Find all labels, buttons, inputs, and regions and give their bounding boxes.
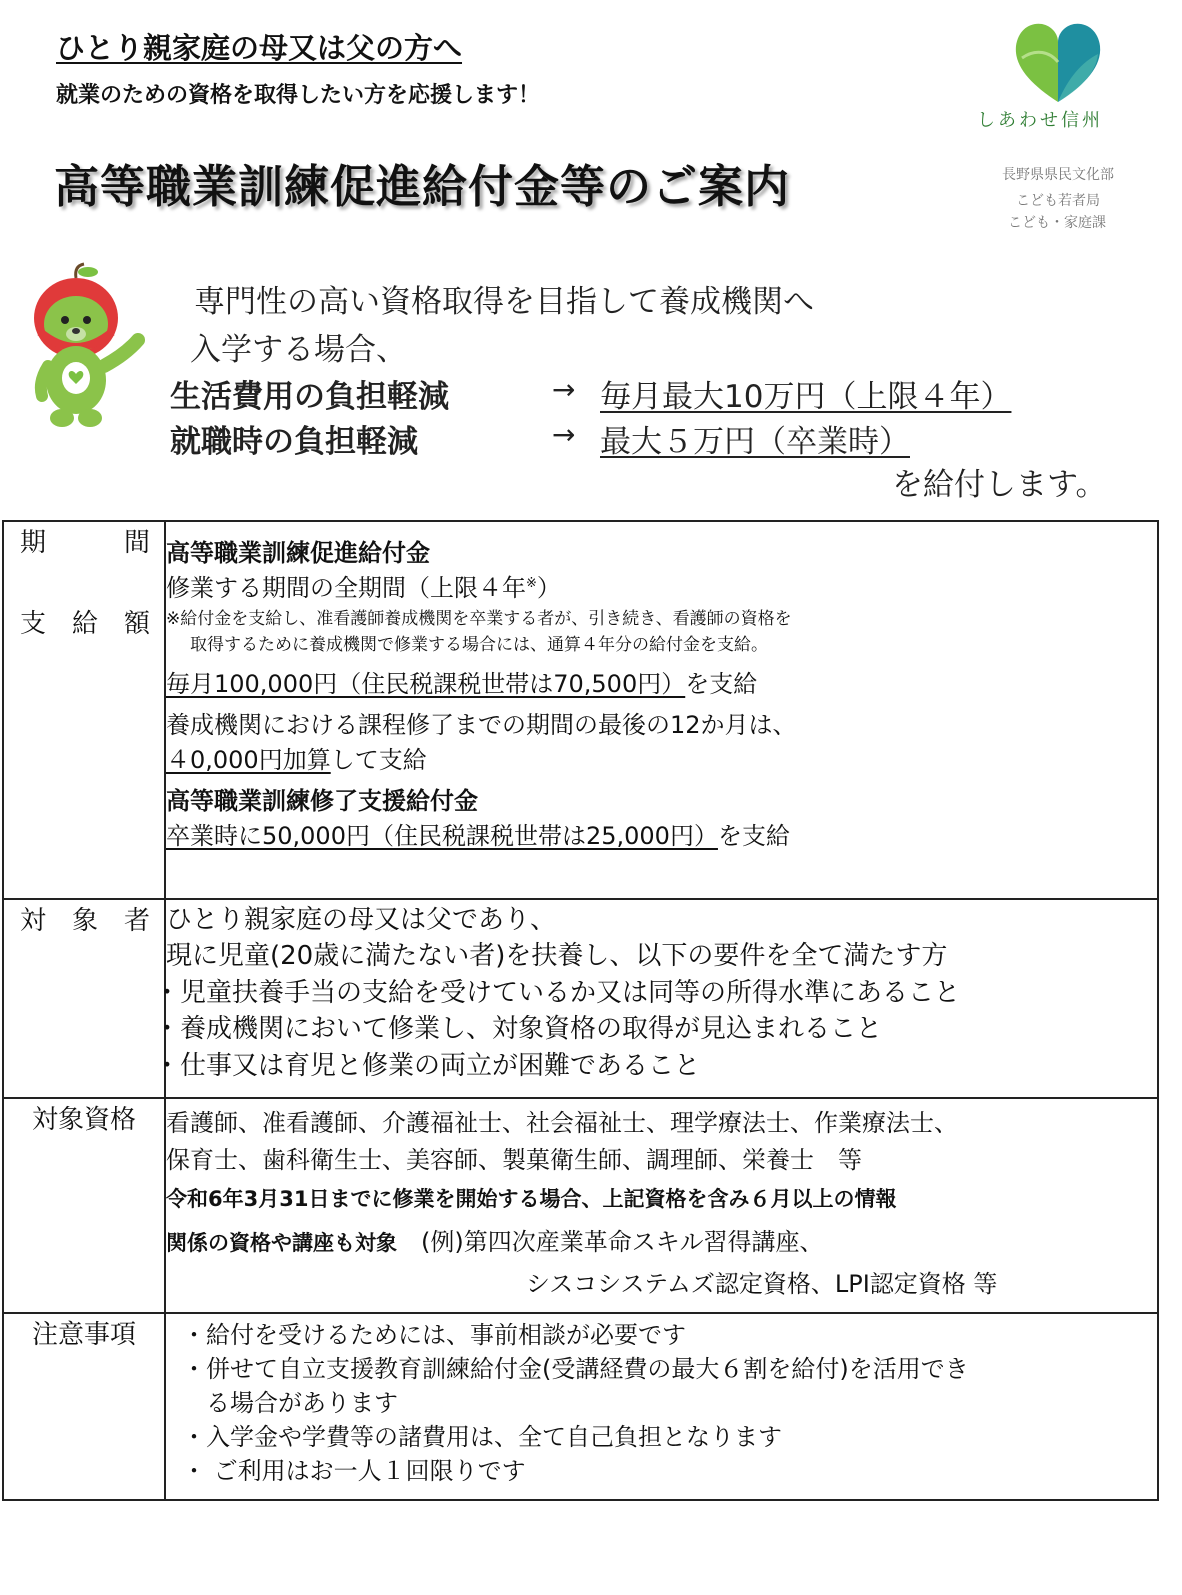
target-label-cell bbox=[3, 899, 165, 1098]
grant1-title: 高等職業訓練促進給付金 bbox=[166, 539, 430, 567]
department-bureau: こども若者局 bbox=[1016, 193, 1100, 209]
target-requirement: ・養成機関において修業し、対象資格の取得が見込まれること bbox=[154, 1014, 883, 1045]
target-line: 現に児童(20歳に満たない者)を扶養し、以下の要件を全て満たす方 bbox=[166, 941, 948, 972]
grant2-amount: 卒業時に50,000円（住民税課税世帯は25,000円）を支給 bbox=[166, 821, 790, 850]
grant1-period: 修業する期間の全期間（上限４年※） bbox=[166, 574, 561, 603]
qualifications-example-line-2: シスコシステムズ認定資格、LPI認定資格 等 bbox=[526, 1269, 998, 1298]
benefit-employment-value: 最大５万円（卒業時） bbox=[600, 424, 910, 460]
logo-text: しあわせ信州 bbox=[977, 110, 1103, 131]
target-label-char: 者 bbox=[123, 906, 150, 936]
qualifications-note-line-1: 令和6年3月31日までに修業を開始する場合、上記資格を含み６月以上の情報 bbox=[166, 1187, 897, 1212]
header-subheading: 就業のための資格を取得したい方を応援します！ bbox=[56, 83, 541, 108]
target-requirement: ・児童扶養手当の支給を受けているか又は同等の所得水準にあること bbox=[154, 977, 961, 1008]
target-label bbox=[4, 900, 164, 937]
qualifications-list-line-2: 保育士、歯科衛生士、美容師、製菓衛生師、調理師、栄養士 等 bbox=[166, 1146, 862, 1175]
table-row-notes bbox=[3, 1313, 1158, 1500]
period-content-cell bbox=[165, 521, 1158, 899]
grant1-bonus-line-1: 養成機関における課程修了までの期間の最後の12か月は、 bbox=[166, 710, 797, 739]
table-row-period bbox=[3, 521, 1158, 899]
notes-item: ・併せて自立支援教育訓練給付金(受講経費の最大６割を給付)を活用でき bbox=[182, 1355, 969, 1384]
target-content-cell bbox=[154, 899, 1158, 1098]
qualifications-content-cell bbox=[165, 1098, 1158, 1313]
benefit-living-label: 生活費用の負担軽減 bbox=[170, 379, 449, 415]
period-label bbox=[4, 522, 164, 559]
grant1-bonus-line-2: ４0,000円加算して支給 bbox=[166, 745, 427, 774]
qualifications-label: 対象資格 bbox=[31, 1105, 136, 1135]
intro-line-2: 入学する場合、 bbox=[190, 332, 407, 368]
amount-label-char: 額 bbox=[123, 609, 150, 639]
department-division: こども・家庭課 bbox=[1008, 215, 1106, 231]
target-label-char: 象 bbox=[71, 906, 98, 936]
period-label-char: 間 bbox=[123, 528, 150, 558]
table-row-target bbox=[3, 899, 1158, 1098]
notes-item-continuation: る場合があります bbox=[182, 1389, 398, 1418]
notes-item: ・給付を受けるためには、事前相談が必要です bbox=[182, 1321, 686, 1349]
grant1-note-line-1: ※給付金を支給し、准看護師養成機関を卒業する者が、引き続き、看護師の資格を bbox=[166, 609, 792, 630]
apple-bear-mascot-icon bbox=[26, 262, 156, 434]
table-row-qualifications bbox=[3, 1098, 1158, 1313]
qualifications-note-line-2: 関係の資格や講座も対象 (例)第四次産業革命スキル習得講座、 bbox=[166, 1228, 824, 1257]
arrow-icon: → bbox=[552, 373, 576, 406]
grant1-monthly: 毎月100,000円（住民税課税世帯は70,500円）を支給 bbox=[166, 669, 758, 698]
benefit-living-value: 毎月最大10万円（上限４年） bbox=[600, 379, 1012, 415]
target-requirement: ・仕事又は育児と修業の両立が困難であること bbox=[154, 1050, 701, 1081]
info-table bbox=[2, 520, 1159, 1501]
notes-item: ・入学金や学費等の諸費用は、全て自己負担となります bbox=[182, 1423, 782, 1452]
period-label-cell bbox=[3, 521, 165, 899]
target-label-char: 対 bbox=[20, 906, 47, 936]
amount-label-char: 給 bbox=[71, 609, 98, 639]
amount-label-char: 支 bbox=[20, 609, 47, 639]
grant2-title: 高等職業訓練修了支援給付金 bbox=[166, 786, 478, 815]
department-name: 長野県県民文化部 bbox=[1002, 167, 1114, 183]
heart-leaf-logo-icon bbox=[1012, 18, 1104, 104]
notes-item: ・ ご利用はお一人１回限りです bbox=[182, 1457, 526, 1486]
grant1-note-line-2: 取得するために養成機関で修業する場合には、通算４年分の給付金を支給。 bbox=[190, 635, 768, 656]
notes-label-cell bbox=[3, 1313, 165, 1500]
target-line: ひとり親家庭の母又は父であり、 bbox=[166, 905, 557, 935]
qualifications-list-line-1: 看護師、准看護師、介護福祉士、社会福祉士、理学療法士、作業療法士、 bbox=[166, 1109, 958, 1137]
header-heading: ひとり親家庭の母又は父の方へ bbox=[56, 31, 463, 65]
intro-closing: を給付します。 bbox=[892, 467, 1107, 503]
intro-line-1: 専門性の高い資格取得を目指して養成機関へ bbox=[194, 284, 814, 320]
notes-label: 注意事項 bbox=[31, 1320, 136, 1350]
qualifications-label-cell bbox=[3, 1098, 165, 1313]
benefit-employment-label: 就職時の負担軽減 bbox=[170, 424, 418, 460]
arrow-icon: → bbox=[552, 418, 576, 451]
amount-label bbox=[4, 603, 164, 640]
page-title: 高等職業訓練促進給付金等のご案内 bbox=[54, 160, 791, 213]
notes-content-cell bbox=[165, 1313, 1158, 1500]
period-label-char: 期 bbox=[20, 528, 47, 558]
